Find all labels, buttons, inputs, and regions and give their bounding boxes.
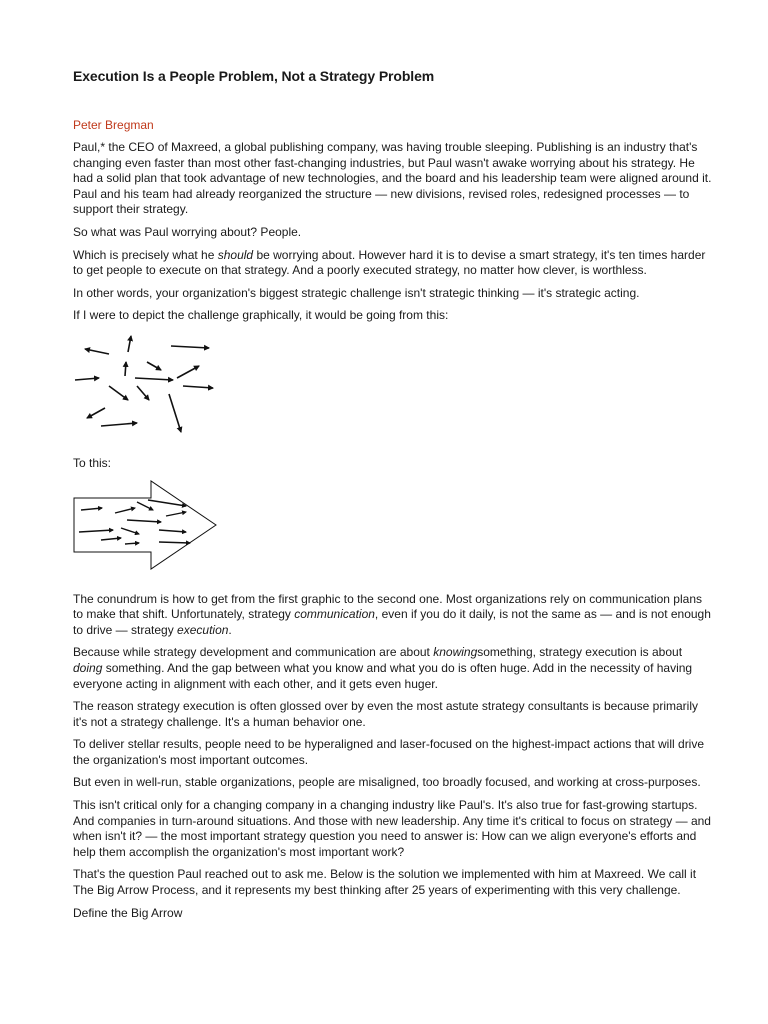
arrow <box>128 336 131 352</box>
emphasis: doing <box>73 660 103 675</box>
text-run: be worrying about. However hard it is to devise a smart strategy, it's ten times harder to get people to execute on that strategy. And a poorly executed strategy, no matter how clever, is worthless. <box>73 247 706 278</box>
paragraph-11: But even in well-run, stable organizations, people are misaligned, too broadly focused, and working at cross-purposes. <box>73 775 701 790</box>
text-run: The conundrum is how to get from the first graphic to the second one. Most organizations rely on communication plans to make that shift. Unfortunately, strategy <box>73 591 702 622</box>
big-arrow-outline <box>74 481 216 569</box>
text-run: , even if you do it daily, is not the same as — and is not enough to drive — strategy <box>73 607 711 637</box>
paragraph-1: Paul,* the CEO of Maxreed, a global publishing company, was having trouble sleeping. Publishing is an industry that's changing even faster than most other fast-changing industries, but Paul wasn't awake worrying about his strategy. He had a solid plan that took advantage of new technologies, and the board and his leadership team were aligned around it. Paul and his team had already reorganized the structure — new divisions, revised roles, redesigned processes — to support their strategy. <box>73 140 712 217</box>
paragraph-7 <box>73 592 713 639</box>
text-run: Because while strategy development and communication are about <box>73 645 434 660</box>
paragraph-8 <box>73 645 713 692</box>
arrow <box>169 394 181 432</box>
paragraph-6: To this: <box>73 455 112 470</box>
article-body <box>73 140 713 928</box>
paragraph-2: So what was Paul worrying about? People. <box>73 224 302 239</box>
arrow <box>109 386 128 400</box>
arrow <box>137 386 149 400</box>
text-run: Which is precisely what he <box>73 247 218 262</box>
arrow <box>125 543 139 544</box>
emphasis: execution <box>177 622 229 637</box>
arrow <box>75 378 99 380</box>
emphasis: should <box>217 247 254 262</box>
section-heading-define-big-arrow: Define the Big Arrow <box>73 905 183 920</box>
arrow <box>183 386 213 388</box>
paragraph-5: If I were to depict the challenge graphically, it would be going from this: <box>73 308 449 323</box>
paragraph-4: In other words, your organization's biggest strategic challenge isn't strategic thinking — it's strategic acting. <box>73 285 640 300</box>
paragraph-3 <box>73 248 713 279</box>
paragraph-10: To deliver stellar results, people need to be hyperaligned and laser-focused on the highest-impact actions that will drive the organization's most important outcomes. <box>73 737 705 767</box>
arrow <box>87 408 105 418</box>
arrow <box>159 542 190 543</box>
arrow <box>171 346 209 348</box>
paragraph-9: The reason strategy execution is often glossed over by even the most astute strategy consultants is because primarily it's not a strategy challenge. It's a human behavior one. <box>73 699 698 729</box>
paragraph-12: This isn't critical only for a changing company in a changing industry like Paul's. It's also true for fast-growing startups. And companies in turn-around situations. And those with new leadership. Any time it's critical to focus on strategy — and when isn't it? — the most important strategy question you need to answer is: How can we align everyone's efforts and help them accomplish the organization's most important work? <box>73 798 711 859</box>
arrow <box>125 362 126 376</box>
text-run: something. And the gap between what you know and what you do is often huge. Add in the necessity of having everyone acting in alignment with each other, and it gets even huger. <box>73 660 693 691</box>
arrow <box>135 378 173 380</box>
arrow <box>101 423 137 426</box>
emphasis: communication <box>294 607 375 622</box>
text-run: something, strategy execution is about <box>477 645 683 660</box>
arrow <box>85 349 109 354</box>
scattered-arrows-diagram <box>73 334 223 444</box>
arrow <box>177 366 199 378</box>
text-run: . <box>228 622 232 637</box>
big-arrow-diagram <box>73 480 223 570</box>
arrow <box>147 362 161 370</box>
author-name: Peter Bregman <box>73 118 154 132</box>
paragraph-13: That's the question Paul reached out to ask me. Below is the solution we implemented with him at Maxreed. We call it The Big Arrow Process, and it represents my best thinking after 25 years of experimenting with this very challenge. <box>73 867 697 898</box>
article-title: Execution Is a People Problem, Not a Strategy Problem <box>73 68 435 84</box>
emphasis: knowing <box>433 645 478 660</box>
